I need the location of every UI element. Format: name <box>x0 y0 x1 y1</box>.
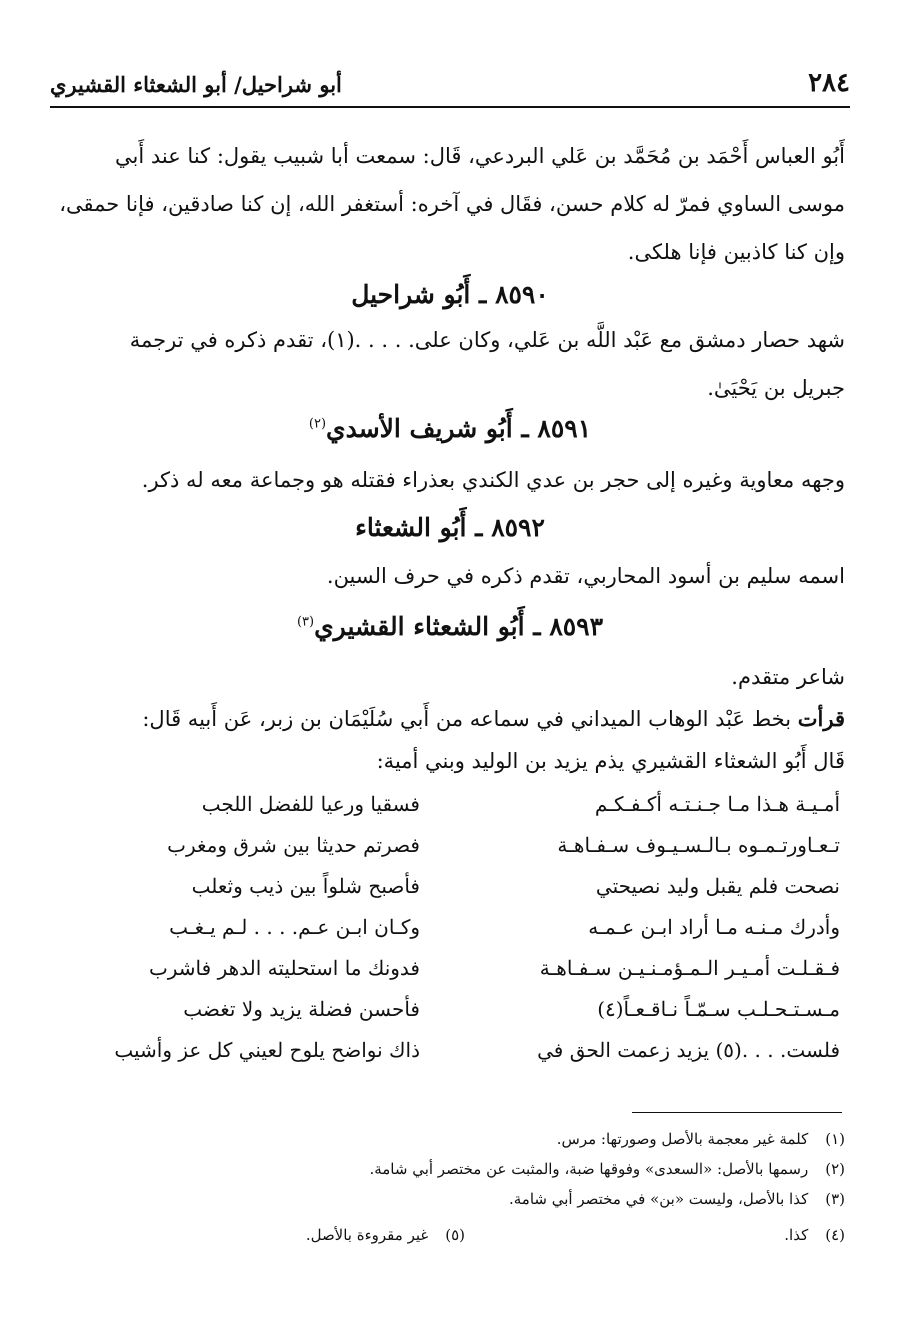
footnote-text: كذا بالأصل، وليست «بن» في مختصر أبي شامة. <box>508 1190 809 1208</box>
text-line: شاعر متقدم. <box>731 665 845 689</box>
poem-verse <box>60 792 840 832</box>
footnote <box>50 1226 845 1256</box>
verse-second-hemistich: فصرتم حديثا بين شرق ومغرب <box>167 833 420 857</box>
poem-verse <box>60 1038 840 1078</box>
bold-keyword: قرأت <box>797 706 845 731</box>
running-title: أبو شراحيل/ أبو الشعثاء القشيري <box>50 72 342 97</box>
entry-heading: ٨٥٩١ ـ أَبُو شريف الأسدي$^{(٢)}$ <box>308 414 592 443</box>
text-line: وإن كنا كاذبين فإنا هلكى. <box>627 240 845 264</box>
poem-verse <box>60 956 840 996</box>
footnote-number: (٢) <box>825 1160 845 1178</box>
entry-body <box>50 316 845 412</box>
verse-second-hemistich: فدونك ما استحليته الدهر فاشرب <box>148 956 420 980</box>
footnote-number: (١) <box>825 1130 845 1148</box>
text-line: جبريل بن يَحْيَىٰ. <box>707 376 845 400</box>
poem-verse <box>60 915 840 955</box>
footnote-text: غير مقروءة بالأصل. <box>305 1226 429 1244</box>
footnote-divider <box>632 1112 842 1113</box>
footnote-text: كذا. <box>784 1226 809 1244</box>
text-line: اسمه سليم بن أسود المحاربي، تقدم ذكره في حرف السين. <box>326 564 845 588</box>
page-header <box>50 62 850 108</box>
verse-second-hemistich: ذاك نواضح يلوح لعيني كل عز وأشيب <box>114 1038 420 1062</box>
verse-second-hemistich: فأحسن فضلة يزيد ولا تغضب <box>183 997 420 1021</box>
verse-first-hemistich: مـسـتـحـلـب سـمّـاً نـاقـعـاً(٤) <box>597 997 840 1021</box>
verse-second-hemistich: فسقيا ورعيا للفضل اللجب <box>201 792 420 816</box>
entry-body <box>50 656 845 782</box>
text-line: قَال أَبُو الشعثاء القشيري يذم يزيد بن الوليد وبني أمية: <box>376 749 845 773</box>
entry-heading: ٨٥٩٣ ـ أَبُو الشعثاء القشيري$^{(٣)}$ <box>296 612 604 641</box>
intro-paragraph <box>50 132 845 276</box>
text-line: شهد حصار دمشق مع عَبْد اللَّه بن عَلي، وكان على. . . . .(١)، تقدم ذكره في ترجمة <box>129 328 845 352</box>
verse-first-hemistich: وأدرك مـنـه مـا أراد ابـن عـمـه <box>588 915 840 939</box>
page-number: ٢٨٤ <box>808 68 850 98</box>
footnote <box>557 1130 845 1160</box>
poem-verse <box>60 833 840 873</box>
verse-first-hemistich: أمـيـة هـذا مـا جـنـتـه أكـفـكـم <box>594 792 840 816</box>
entry-body <box>50 552 845 600</box>
footnote <box>369 1160 845 1190</box>
text-line: موسى الساوي فمرّ له كلام حسن، فقَال في آخره: أستغفر الله، إن كنا صادقين، فإنا حمقى، <box>59 192 845 216</box>
verse-second-hemistich: فأصبح شلواً بين ذيب وثعلب <box>191 874 420 898</box>
footnote-text: رسمها بالأصل: «السعدى» وفوقها ضبة، والمثبت عن مختصر أبي شامة. <box>369 1160 809 1178</box>
verse-first-hemistich: فـقـلـت أمـيـر الـمـؤمـنـيـن سـفـاهـة <box>539 956 840 980</box>
entry-heading: ٨٥٩٢ ـ أَبُو الشعثاء <box>355 513 545 542</box>
poem-verse <box>60 874 840 914</box>
entry-heading: ٨٥٩٠ ـ أَبُو شراحيل <box>351 280 549 309</box>
footnote-marker: (٢) <box>308 416 327 432</box>
footnote-number: (٣) <box>825 1190 845 1208</box>
text-line: قرأت بخط عَبْد الوهاب الميداني في سماعه من أَبي سُلَيْمَان بن زبر، عَن أَبيه قَال: <box>142 706 845 731</box>
footnote-number: (٤) <box>825 1226 845 1244</box>
entry-body <box>50 456 845 504</box>
footnote-marker: (٣) <box>296 614 315 630</box>
footnote-text: كلمة غير معجمة بالأصل وصورتها: مرس. <box>556 1130 809 1148</box>
verse-first-hemistich: تـعـاورتـمـوه بـالـسـيـوف سـفـاهـة <box>557 833 840 857</box>
text-line: وجهه معاوية وغيره إلى حجر بن عدي الكندي بعذراء فقتله هو وجماعة معه له ذكر. <box>141 468 845 492</box>
poem-verse <box>60 997 840 1037</box>
verse-first-hemistich: نصحت فلم يقبل وليد نصيحتي <box>595 874 840 898</box>
footnote <box>306 1226 465 1244</box>
verse-second-hemistich: وكـان ابـن عـم. . . . لـم يـغـب <box>169 915 420 939</box>
footnote <box>509 1190 845 1220</box>
verse-first-hemistich: فلست. . . .(٥) يزيد زعمت الحق في <box>537 1038 840 1062</box>
text-line: أَبُو العباس أَحْمَد بن مُحَمَّد بن عَلي البردعي، قَال: سمعت أبا شبيب يقول: كنا عند أَبي <box>115 144 845 168</box>
footnote-number: (٥) <box>445 1226 465 1244</box>
